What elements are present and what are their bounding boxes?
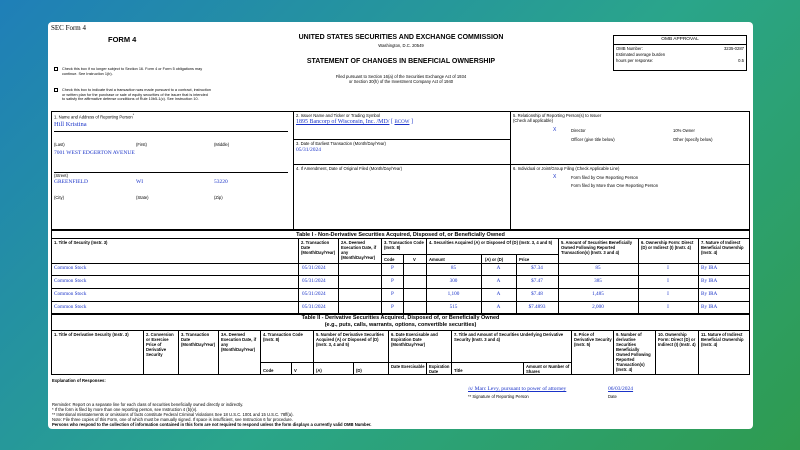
t2-h8: 8. Price of Derivative Security (Instr. 5) — [574, 332, 612, 348]
t2-h4: 4. Transaction Code (Instr. 8) — [263, 332, 303, 343]
street-address: 7001 WEST EDGERTON AVENUE — [54, 150, 135, 156]
footnote-multiple-persons: * If the form is filed by more than one reporting person, see Instruction 4 (b)(v). — [52, 407, 198, 412]
t2-title: Title — [454, 368, 463, 373]
footnote-misstatements: ** Intentional misstatements or omissions of facts constitute Federal Criminal Violations See 18 U.S.C. 1001 and 15 U.S.C. 78ff(a). — [52, 412, 294, 417]
t2-h7: 7. Title and Amount of Securities Underlying Derivative Security (Instr. 3 and 4) — [454, 332, 564, 343]
t1-h1: 1. Title of Security (Instr. 3) — [54, 240, 108, 245]
issuer-name[interactable]: 1895 Bancorp of Wisconsin, Inc. /MD/ — [296, 119, 390, 125]
row1-owned: 85 — [595, 265, 601, 271]
omb-number-value: 3235-0287 — [723, 45, 744, 51]
more-persons-label: Form filed by More than One Reporting Person — [571, 183, 659, 188]
row3-ad: A — [496, 291, 501, 297]
agency-location: Washington, D.C. 20549 — [378, 43, 424, 48]
row1-form: I — [667, 265, 669, 271]
signature-name: /s/ Marc Levy, pursuant to power of attorney — [468, 386, 567, 392]
t2-h9: 9. Number of derivative Securities Beneficially Owned Following Reported Transaction(s) (Instr. 4) — [616, 332, 651, 373]
last-label: (Last) — [54, 142, 65, 147]
omb-number-label: OMB Number: — [616, 45, 643, 51]
t1-h5: 5. Amount of Securities Beneficially Owned Following Reported Transaction(s) (Instr. 3 and 4) — [561, 240, 633, 256]
t2-h3: 3. Transaction Date (Month/Day/Year) — [181, 332, 216, 348]
row1-price: $7.34 — [531, 265, 543, 271]
t2-amount-shares: Amount or Number of Shares — [526, 364, 570, 375]
row1-amount: 85 — [450, 265, 457, 271]
agency-title: UNITED STATES SECURITIES AND EXCHANGE COMMISSION — [298, 34, 504, 41]
omb-hours-label: hours per response: — [616, 57, 654, 63]
row4-date: 05/31/2024 — [302, 304, 326, 310]
row4-owned: 2,000 — [592, 304, 604, 310]
t2-code: Code — [263, 368, 274, 373]
row3-date: 05/31/2024 — [302, 291, 326, 297]
t2-a: (A) — [316, 368, 322, 373]
other-label: Other (specify below) — [673, 137, 713, 142]
t2-h3a: 3A. Deemed Execution Date, if any (Month/Day/Year) — [221, 332, 257, 353]
reporting-person-name: Hill Kristina — [54, 121, 87, 128]
first-label: (First) — [136, 142, 147, 147]
row1-title: Common Stock — [54, 265, 87, 271]
t1-ad: (A) or (D) — [485, 257, 504, 262]
t1-h4: 4. Securities Acquired (A) or Disposed Of (D) (Instr. 3, 4 and 5) — [429, 240, 553, 245]
middle-label: (Middle) — [214, 142, 230, 147]
ticker-close: ] — [410, 119, 413, 125]
footnote-reminder: Reminder: Report on a separate line for each class of securities beneficially owned directly or indirectly. — [52, 402, 244, 407]
street-label: (Street) — [54, 173, 68, 178]
officer-label: Officer (give title below) — [571, 137, 615, 142]
row2-owned: 385 — [594, 278, 602, 284]
one-person-mark: X — [553, 174, 557, 180]
sec-form-label: SEC Form 4 — [51, 24, 87, 32]
t1-h6: 6. Ownership Form: Direct (D) or Indirect (I) (Instr. 4) — [641, 240, 694, 251]
checkbox-no-longer-subject[interactable] — [54, 67, 58, 71]
row1-code: P — [391, 265, 394, 271]
state-label: (State) — [136, 195, 149, 200]
box1-label: 1. Name and Address of Reporting Person* — [54, 113, 135, 120]
explanation-label: Explanation of Responses: — [52, 378, 106, 383]
statement-title: STATEMENT OF CHANGES IN BENEFICIAL OWNERSHIP — [306, 58, 496, 65]
table2-title2: (e.g., puts, calls, warrants, options, convertible securities) — [324, 322, 477, 328]
director-label: Director — [571, 128, 586, 133]
row1-date: 05/31/2024 — [302, 265, 326, 271]
t1-price: Price — [519, 257, 530, 262]
zip-label: (Zip) — [214, 195, 223, 200]
box1-asterisk: * — [132, 113, 135, 117]
row4-code: P — [391, 304, 394, 310]
t2-h1: 1. Title of Derivative Security (Instr. 3) — [54, 332, 129, 337]
signature-label: ** Signature of Reporting Person — [468, 394, 529, 399]
row4-form: I — [667, 304, 669, 310]
t1-h7: 7. Nature of Indirect Beneficial Ownership (Instr. 4) — [701, 240, 744, 256]
table1-title: Table I - Non-Derivative Securities Acquired, Disposed of, or Beneficially Owned — [296, 232, 505, 238]
row2-price: $7.47 — [531, 278, 543, 284]
checkbox-10b5-1[interactable] — [54, 88, 58, 92]
t1-amount: Amount — [429, 257, 445, 262]
footnote-copies: Note: File three copies of this Form, one of which must be manually signed. If space is insufficient, see Instruction 6 for procedure. — [52, 417, 293, 422]
t2-h11: 11. Nature of Indirect Beneficial Ownership (Instr. 4) — [701, 332, 744, 348]
box3-label: 3. Date of Earliest Transaction (Month/Day/Year) — [296, 141, 386, 146]
row2-title: Common Stock — [54, 278, 87, 284]
ticker-symbol[interactable]: BCOW — [394, 120, 410, 125]
state-value: WI — [136, 179, 144, 185]
ticker-open: [ — [390, 119, 393, 125]
filed-pursuant-line2: or Section 30(h) of the Investment Company Act of 1940 — [348, 79, 454, 84]
director-mark: X — [553, 127, 557, 133]
t2-d: (D) — [356, 368, 362, 373]
t2-h6: 6. Date Exercisable and Expiration Date (Month/Day/Year) — [391, 332, 438, 348]
t1-h3: 3. Transaction Code (Instr. 8) — [384, 240, 424, 251]
row3-title: Common Stock — [54, 291, 87, 297]
row3-form: I — [667, 291, 669, 297]
t2-h10: 10. Ownership Form: Direct (D) or Indirect (I) (Instr. 4) — [658, 332, 696, 348]
row4-nature: By IRA — [701, 304, 718, 310]
row2-nature: By IRA — [701, 278, 718, 284]
city-value: GREENFIELD — [54, 179, 88, 185]
t2-v: V — [294, 368, 297, 373]
checkbox-no-longer-subject-text: Check this box if no longer subject to Section 16. Form 4 or Form 5 obligations may continue. See Instruction 1(b). — [62, 67, 203, 76]
box2-label: 2. Issuer Name and Ticker or Trading Symbol — [296, 113, 381, 118]
earliest-transaction-date: 05/31/2024 — [296, 147, 322, 153]
checkbox-10b5-1-text: Check this box to indicate that a transaction was made pursuant to a contract, instruction or written plan for the purchase or sale of equity securities of the issuer that is intended to satisfy the affirmative defense conditions of Rule 10b5-1(c). See Instruction 10. — [62, 88, 212, 102]
form-name: FORM 4 — [108, 35, 137, 44]
one-person-label: Form filed by One Reporting Person — [571, 175, 639, 180]
t1-h2: 2. Transaction Date (Month/Day/Year) — [301, 240, 336, 256]
signature-date-label: Date — [608, 394, 617, 399]
t2-h2: 2. Conversion or Exercise Price of Derivative Security — [146, 332, 174, 358]
t2-exercisable: Date Exercisable — [391, 364, 425, 369]
row2-amount: 300 — [449, 278, 458, 284]
row4-ad: A — [496, 304, 501, 310]
row2-ad: A — [496, 278, 501, 284]
row3-nature: By IRA — [701, 291, 718, 297]
box4-label: 4. If Amendment, Date of Original Filed (Month/Day/Year) — [296, 166, 402, 171]
filed-pursuant-line1: Filed pursuant to Section 16(a) of the Securities Exchange Act of 1934 — [335, 74, 467, 79]
footnote-omb-notice: Persons who respond to the collection of information contained in this form are not required to respond unless the form displays a currently valid OMB Number. — [52, 422, 372, 427]
t1-h2a: 2A. Deemed Execution Date, if any (Month/Day/Year) — [341, 240, 377, 261]
row3-code: P — [391, 291, 394, 297]
omb-hours-value: 0.5 — [738, 57, 744, 63]
box5-sub: (Check all applicable) — [513, 118, 554, 123]
omb-burden-label: Estimated average burden — [616, 51, 666, 57]
signature-date: 06/03/2024 — [608, 386, 634, 392]
form-page — [48, 22, 753, 429]
omb-approval-box — [613, 35, 747, 71]
t1-v: V — [413, 257, 416, 262]
box5-label: 5. Relationship of Reporting Person(s) to Issuer — [513, 113, 602, 118]
row3-owned: 1,485 — [592, 291, 604, 297]
row4-amount: 515 — [449, 304, 458, 310]
row2-date: 05/31/2024 — [302, 278, 326, 284]
t2-h5: 5. Number of Derivative Securities Acquired (A) or Disposed of (D) (Instr. 3, 4 and 5) — [316, 332, 384, 348]
row3-amount: 1,100 — [447, 291, 460, 297]
row1-ad: A — [496, 265, 501, 271]
row3-price: $7.48 — [531, 291, 543, 297]
row4-price: $7.4893 — [528, 304, 546, 310]
row4-title: Common Stock — [54, 304, 87, 310]
t1-code: Code — [384, 257, 395, 262]
zip-value: 53220 — [214, 179, 228, 185]
ten-percent-owner-label: 10% Owner — [673, 128, 695, 133]
omb-hours-row — [614, 57, 746, 63]
t2-expiration: Expiration Date — [429, 364, 450, 375]
city-label: (City) — [54, 195, 65, 200]
table2-title1: Table II - Derivative Securities Acquired, Disposed of, or Beneficially Owned — [301, 315, 500, 321]
row2-code: P — [391, 278, 394, 284]
row2-form: I — [667, 278, 669, 284]
issuer-line — [296, 119, 413, 126]
row1-nature: By IRA — [701, 265, 718, 271]
omb-title: OMB APPROVAL — [614, 36, 746, 45]
box6-label: 6. Individual or Joint/Group Filing (Check Applicable Line) — [513, 166, 620, 171]
